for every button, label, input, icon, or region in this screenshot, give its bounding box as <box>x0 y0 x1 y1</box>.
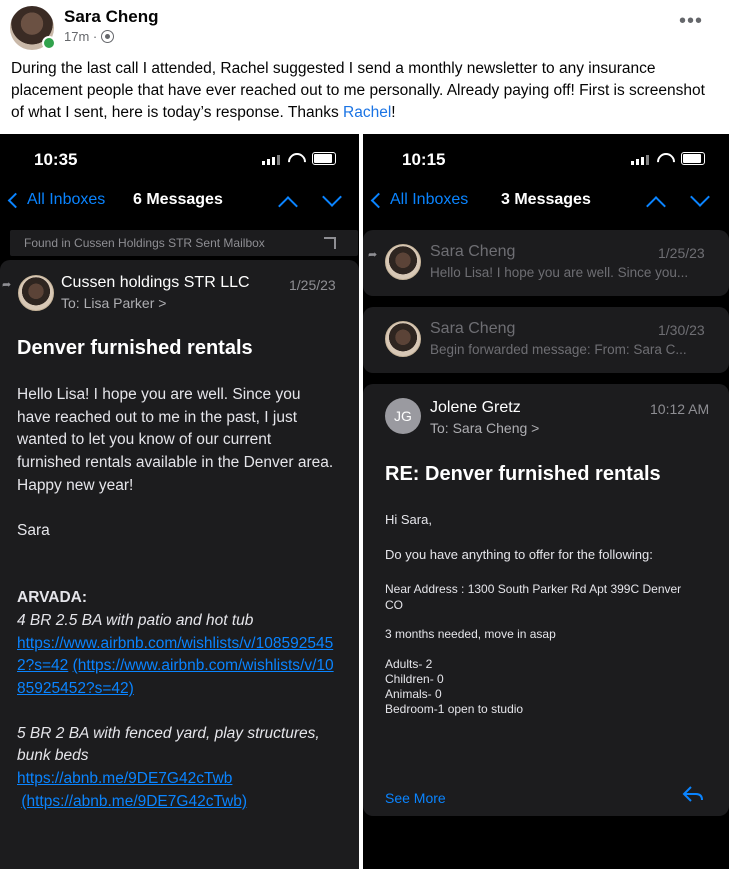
thread-date: 1/25/23 <box>658 245 705 261</box>
thread-date: 1/30/23 <box>658 322 705 338</box>
post-time[interactable]: 17m · <box>64 29 98 44</box>
listing-link-alt[interactable]: (https://www.airbnb.com/wishlists/v/1085925452?s=42) <box>17 657 334 698</box>
next-message-icon[interactable] <box>322 187 342 207</box>
more-options-icon[interactable]: ••• <box>678 10 703 32</box>
reply-animals: Animals- 0 <box>385 687 442 701</box>
left-screenshot <box>0 134 359 869</box>
status-time: 10:15 <box>402 150 446 169</box>
cellular-signal-icon <box>631 155 649 165</box>
email-subject: RE: Denver furnished rentals <box>385 463 661 485</box>
sender-initials-avatar[interactable]: JG <box>385 398 421 434</box>
found-in-mailbox-bar <box>10 230 358 256</box>
reply-address: Near Address : 1300 South Parker Rd Apt 399C Denver CO <box>385 582 682 612</box>
reply-bedroom: Bedroom-1 open to studio <box>385 702 524 716</box>
email-body <box>17 384 337 814</box>
mail-navbar <box>0 188 359 218</box>
thread-preview: Hello Lisa! I hope you are well. Since you... <box>430 265 689 280</box>
mail-navbar <box>363 188 729 218</box>
sender-name[interactable]: Jolene Gretz <box>430 399 521 416</box>
post-author-name[interactable]: Sara Cheng <box>64 7 159 26</box>
reply-duration: 3 months needed, move in asap <box>385 627 556 641</box>
thread-sender: Sara Cheng <box>430 320 516 337</box>
sender-avatar <box>385 244 421 280</box>
sender-avatar <box>385 321 421 357</box>
listing-description: 5 BR 2 BA with fenced yard, play structures, bunk beds <box>17 724 320 765</box>
replied-icon: ➦ <box>368 249 378 261</box>
post-body-end: ! <box>391 104 396 121</box>
public-globe-icon <box>101 30 114 43</box>
sender-avatar[interactable] <box>18 275 54 311</box>
back-label: All Inboxes <box>27 191 106 208</box>
chevron-left-icon <box>371 192 387 208</box>
recipient-line[interactable]: To: Sara Cheng > <box>430 420 540 436</box>
previous-message-icon[interactable] <box>646 196 666 216</box>
status-icons <box>262 152 336 165</box>
right-screenshot <box>363 134 729 869</box>
email-card <box>0 260 359 860</box>
message-count: 3 Messages <box>501 191 591 208</box>
post-body: During the last call I attended, Rachel suggested I send a monthly newsletter to any insurance placement people that have ever reached out to me personally. Already paying off! First is screenshot of what I sent, here is today’s response. Thanks <box>11 60 705 121</box>
listing-link[interactable]: https://www.airbnb.com/wishlists/v/1085925452?s=42 <box>17 634 334 675</box>
online-status-icon <box>42 36 56 50</box>
reply-question: Do you have anything to offer for the following: <box>385 547 653 562</box>
listing-link-alt[interactable]: (https://abnb.me/9DE7G42cTwb) <box>21 792 248 810</box>
reply-adults: Adults- 2 <box>385 657 433 671</box>
thread-item[interactable] <box>363 307 729 373</box>
section-heading: ARVADA: <box>17 589 88 607</box>
next-message-icon[interactable] <box>690 187 710 207</box>
forwarded-icon: ➦ <box>2 279 12 291</box>
message-count: 6 Messages <box>133 191 223 208</box>
battery-icon <box>681 152 705 165</box>
paper-plane-icon <box>324 237 336 249</box>
email-date: 1/25/23 <box>289 277 336 293</box>
reply-icon[interactable] <box>682 786 704 802</box>
see-more-button[interactable]: See More <box>385 790 446 806</box>
wifi-icon <box>657 153 673 165</box>
toolbar-strip <box>363 847 729 869</box>
email-time: 10:12 AM <box>650 401 710 417</box>
recipient-line[interactable]: To: Lisa Parker > <box>61 295 167 311</box>
status-icons <box>631 152 705 165</box>
battery-icon <box>312 152 336 165</box>
found-in-label: Found in Cussen Holdings STR Sent Mailbox <box>24 236 265 250</box>
thread-sender: Sara Cheng <box>430 243 516 260</box>
cellular-signal-icon <box>262 155 280 165</box>
post-meta <box>64 29 114 44</box>
email-paragraph: Hello Lisa! I hope you are well. Since you have reached out to me in the past, I just wanted to let you know of our current furnished rentals available in the Denver area. Happy new year! <box>17 386 334 494</box>
chevron-left-icon <box>8 192 24 208</box>
back-button[interactable] <box>4 191 105 209</box>
previous-message-icon[interactable] <box>278 196 298 216</box>
email-signoff: Sara <box>17 521 50 539</box>
status-time: 10:35 <box>34 150 78 169</box>
sender-name[interactable]: Cussen holdings STR LLC <box>61 274 250 291</box>
thread-preview: Begin forwarded message: From: Sara C... <box>430 342 687 357</box>
back-label: All Inboxes <box>390 191 469 208</box>
wifi-icon <box>288 153 304 165</box>
post-text <box>11 58 716 124</box>
reply-greeting: Hi Sara, <box>385 512 432 527</box>
reply-children: Children- 0 <box>385 672 444 686</box>
mention-link[interactable]: Rachel <box>343 104 392 121</box>
thread-item[interactable] <box>363 230 729 296</box>
listing-link[interactable]: https://abnb.me/9DE7G42cTwb <box>17 770 233 788</box>
post-header <box>0 0 729 56</box>
back-button[interactable] <box>367 191 468 209</box>
email-subject: Denver furnished rentals <box>17 337 253 359</box>
toolbar-strip <box>0 847 359 869</box>
listing-description: 4 BR 2.5 BA with patio and hot tub <box>17 611 254 629</box>
reply-email-card <box>363 384 729 816</box>
